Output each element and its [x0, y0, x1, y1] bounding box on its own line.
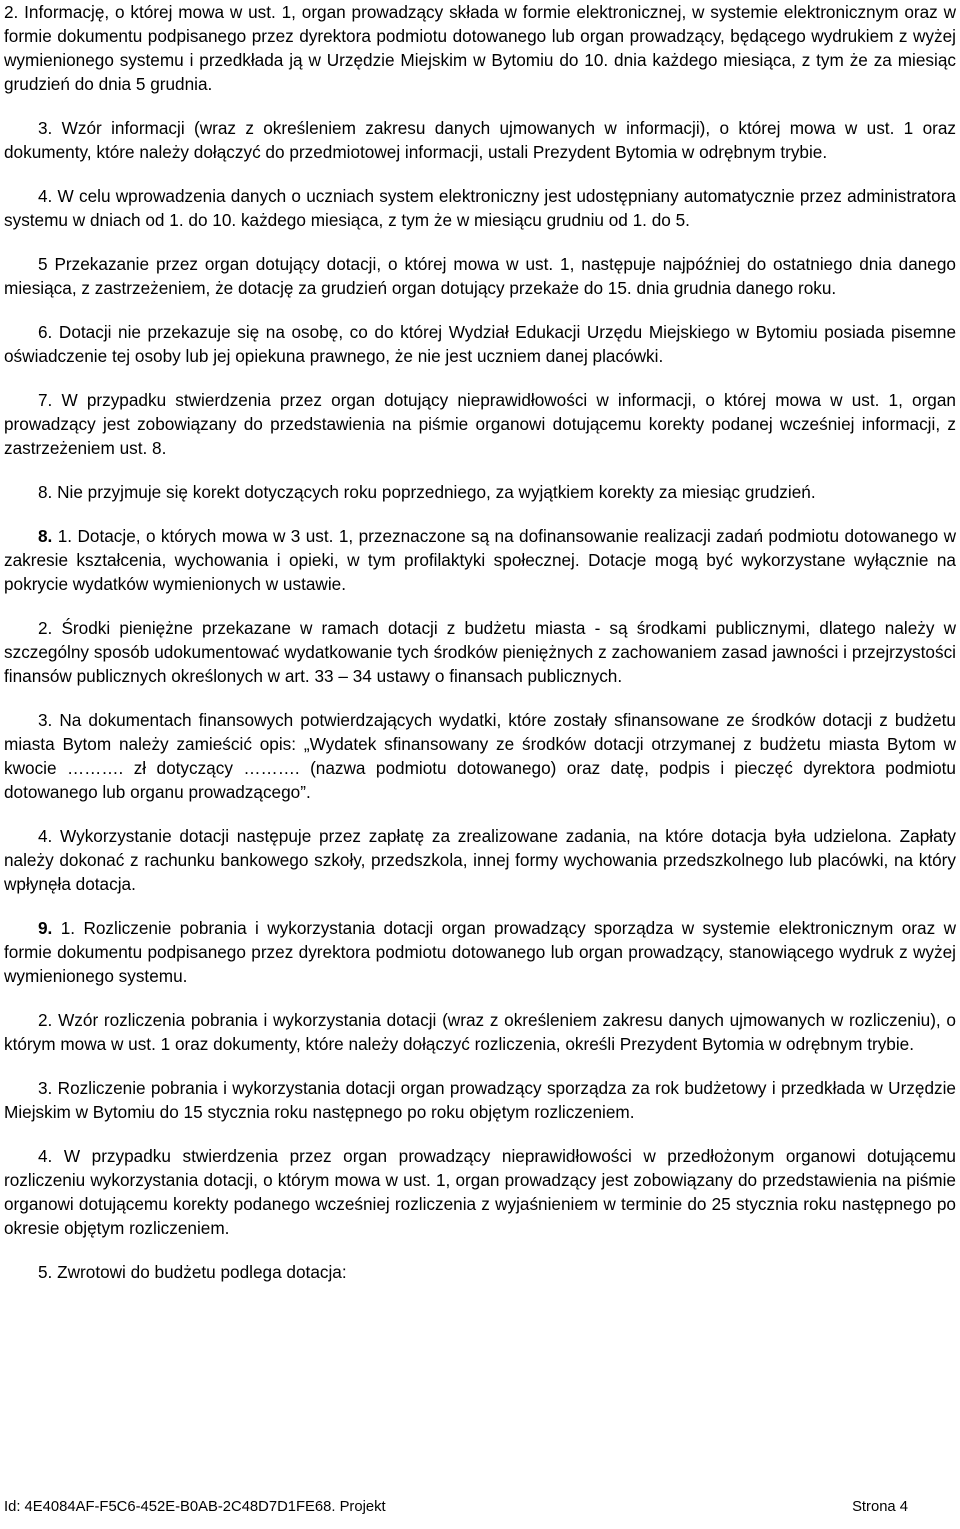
- paragraph-text: Zwrotowi do budżetu podlega dotacja:: [52, 1262, 347, 1282]
- paragraph-number: 6.: [38, 322, 53, 342]
- paragraph-7-8: [4, 480, 956, 504]
- paragraph-text: Na dokumentach finansowych potwierdzających wydatki, które zostały sfinansowane ze środków dotacji z budżetu miasta Bytom należy zamieścić opis: „Wydatek sfinansowany ze środków dotacji otrzymanej z budżetu miasta Bytom w kwocie ………. zł dotyczący ………. (nazwa podmiotu dotowanego) oraz datę, podpis i pieczęć dyrektora podmiotu dotowanego lub organu prowadzącego”.: [4, 710, 956, 802]
- section-number: 8.: [38, 526, 53, 546]
- paragraph-7-7: [4, 388, 956, 460]
- paragraph-text: Środki pieniężne przekazane w ramach dotacji z budżetu miasta - są środkami publicznymi, dlatego należy w szczególny sposób udokumentować wydatkowanie tych środków pieniężnych z zachowaniem zasad jawności i przejrzystości finansów publicznych określonych w art. 33 – 34 ustawy o finansach publicznych.: [4, 618, 956, 686]
- section-9-paragraph-4: [4, 1144, 956, 1240]
- section-9-paragraph-2: [4, 1008, 956, 1056]
- paragraph-text: Wykorzystanie dotacji następuje przez zapłatę za zrealizowane zadania, na które dotacja była udzielona. Zapłaty należy dokonać z rachunku bankowego szkoły, przedszkola, innej formy wychowania przedszkolnego lub placówki, na który wpłynęła dotacja.: [4, 826, 956, 894]
- paragraph-text: Przekazanie przez organ dotujący dotacji, o której mowa w ust. 1, następuje najpóźniej do ostatniego dnia danego miesiąca, z zastrzeżeniem, że dotację za grudzień organ dotujący przekaże do 15. dnia grudnia danego roku.: [4, 254, 956, 298]
- paragraph-text: Wzór rozliczenia pobrania i wykorzystania dotacji (wraz z określeniem zakresu danych ujmowanych w rozliczeniu), o którym mowa w ust. 1 oraz dokumenty, które należy dołączyć rozliczenia, określi Prezydent Bytomia w odrębnym trybie.: [4, 1010, 956, 1054]
- paragraph-7-2: 2. Informację, o której mowa w ust. 1, organ prowadzący składa w formie elektronicznej, w systemie elektronicznym oraz w formie dokumentu podpisanego przez dyrektora podmiotu dotowanego lub organ prowadzący, będącego wydrukiem z wyżej wymienionego systemu i przedkłada ją w Urzędzie Miejskim w Bytomiu do 10. dnia każdego miesiąca, z tym że za miesiąc grudzień do dnia 5 grudnia.: [4, 2, 956, 94]
- paragraph-text: W przypadku stwierdzenia przez organ prowadzący nieprawidłowości w przedłożonym organowi dotującemu rozliczeniu wykorzystania dotacji, o którym mowa w ust. 1, organ prowadzący jest zobowiązany do przedstawienia na piśmie organowi dotującemu korekty podanego wcześniej rozliczenia z wyjaśnieniem w terminie do 25 stycznia roku następnego po okresie objętym rozliczeniem.: [4, 1146, 956, 1238]
- paragraph-number: 4.: [38, 186, 53, 206]
- paragraph-number: 3.: [38, 1078, 53, 1098]
- paragraph-text: 1. Rozliczenie pobrania i wykorzystania dotacji organ prowadzący sporządza w systemie elektronicznym oraz w formie dokumentu podpisanego przez dyrektora podmiotu dotowanego lub organ prowadzący, stanowiącego wydruk z wyżej wymienionego systemu.: [4, 918, 956, 986]
- page-footer: [4, 1497, 908, 1517]
- section-8-paragraph-1: [4, 524, 956, 596]
- paragraph-text: W przypadku stwierdzenia przez organ dotujący nieprawidłowości w informacji, o której mowa w ust. 1, organ prowadzący jest zobowiązany do przedstawienia na piśmie organowi dotującemu korekty podanej wcześniej informacji, z zastrzeżeniem ust. 8.: [4, 390, 956, 458]
- paragraph-number: 4.: [38, 1146, 53, 1166]
- paragraph-text: Rozliczenie pobrania i wykorzystania dotacji organ prowadzący sporządza za rok budżetowy i przedkłada w Urzędzie Miejskim w Bytomiu do 15 stycznia roku następnego po roku objętym rozliczeniem.: [4, 1078, 956, 1122]
- paragraph-text: Wzór informacji (wraz z określeniem zakresu danych ujmowanych w informacji), o której mowa w ust. 1 oraz dokumenty, które należy dołączyć do przedmiotowej informacji, ustali Prezydent Bytomia w odrębnym trybie.: [4, 118, 956, 162]
- document-id: Id: 4E4084AF-F5C6-452E-B0AB-2C48D7D1FE68. Projekt: [4, 1499, 386, 1515]
- section-8-paragraph-4: [4, 824, 956, 896]
- section-9-paragraph-1: [4, 916, 956, 988]
- paragraph-number: 7.: [38, 390, 53, 410]
- document-body: [4, 0, 956, 1304]
- section-number: 9.: [38, 918, 53, 938]
- section-8-paragraph-3: [4, 708, 956, 804]
- paragraph-number: 8.: [38, 482, 53, 502]
- paragraph-text: 1. Dotacje, o których mowa w 3 ust. 1, przeznaczone są na dofinansowanie realizacji zadań podmiotu dotowanego w zakresie kształcenia, wychowania i opieki, w tym profilaktyki społecznej. Dotacje mogą być wykorzystane wyłącznie na pokrycie wydatków wymienionych w ustawie.: [4, 526, 956, 594]
- section-9-paragraph-3: [4, 1076, 956, 1124]
- paragraph-number: 4.: [38, 826, 53, 846]
- paragraph-number: 2.: [38, 618, 53, 638]
- paragraph-number: 5.: [38, 1262, 53, 1282]
- paragraph-text: W celu wprowadzenia danych o uczniach system elektroniczny jest udostępniany automatycznie przez administratora systemu w dniach od 1. do 10. każdego miesiąca, z tym że w miesiącu grudniu od 1. do 5.: [4, 186, 956, 230]
- paragraph-text: Dotacji nie przekazuje się na osobę, co do której Wydział Edukacji Urzędu Miejskiego w Bytomiu posiada pisemne oświadczenie tej osoby lub jej opiekuna prawnego, że nie jest uczniem danej placówki.: [4, 322, 956, 366]
- paragraph-7-5: [4, 252, 956, 300]
- paragraph-number: 2.: [38, 1010, 53, 1030]
- paragraph-number: 3.: [38, 710, 53, 730]
- paragraph-number: 5: [38, 254, 48, 274]
- page-number: Strona 4: [852, 1499, 908, 1515]
- paragraph-7-6: [4, 320, 956, 368]
- paragraph-7-4: [4, 184, 956, 232]
- paragraph-text: Nie przyjmuje się korekt dotyczących roku poprzedniego, za wyjątkiem korekty za miesiąc grudzień.: [52, 482, 816, 502]
- section-8-paragraph-2: [4, 616, 956, 688]
- section-9-paragraph-5: [4, 1260, 956, 1284]
- paragraph-7-3: [4, 116, 956, 164]
- paragraph-number: 3.: [38, 118, 53, 138]
